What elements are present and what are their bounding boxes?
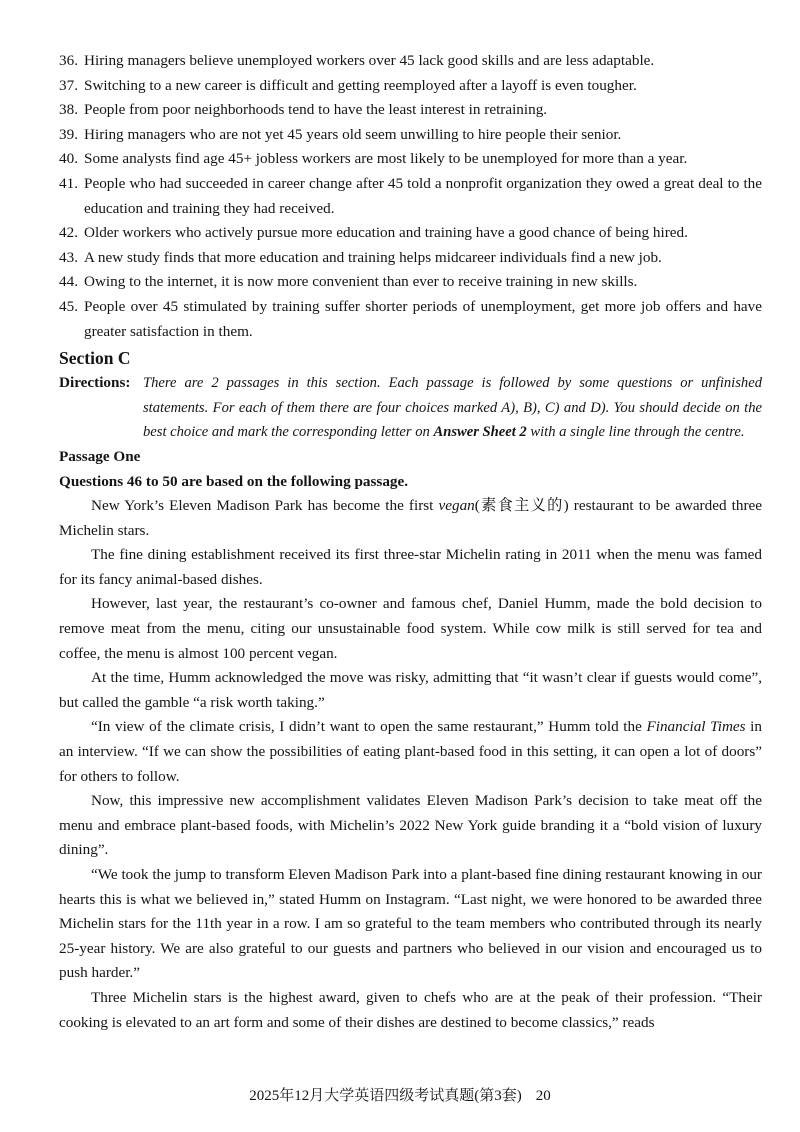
paragraph-text: restaurant to be awarded three Michelin stars.	[59, 497, 762, 539]
paragraph: Three Michelin stars is the highest award, given to chefs who are at the peak of their profession. “Their cooking is elevated to an art form and some of their dishes are destined to become classics,” reads	[59, 988, 762, 1031]
footer-title: 2025年12月大学英语四级考试真题(第3套)	[249, 1088, 522, 1104]
paragraph	[59, 494, 762, 543]
question-number: 44.	[59, 273, 78, 291]
section-heading: Section C	[59, 348, 131, 369]
question-item	[59, 221, 762, 246]
question-text: Hiring managers believe unemployed workers over 45 lack good skills and are less adaptable.	[84, 52, 655, 69]
question-item	[59, 295, 762, 344]
question-number: 45.	[59, 297, 78, 315]
paragraph: However, last year, the restaurant’s co-owner and famous chef, Daniel Humm, made the bold decision to remove meat from the menu, citing our unsustainable food system. While cow milk is still served for tea and coffee, the menu is almost 100 percent vegan.	[59, 595, 762, 662]
question-number: 36.	[59, 52, 78, 69]
directions-label: Directions:	[59, 374, 131, 392]
directions-text: There are 2 passages in this section. Each passage is followed by some questions or unfinished statements. For each of them there are four choices marked A), B), C) and D). You should decide on the best choice and mark the corresponding letter on	[143, 375, 762, 441]
paragraph-text: New York’s Eleven Madison Park has become the first	[91, 497, 439, 515]
paragraph	[59, 715, 762, 789]
question-text: Owing to the internet, it is now more convenient than ever to receive training in new skills.	[84, 273, 638, 291]
publication-name: Financial Times	[646, 718, 746, 736]
directions-text-end: with a single line through the centre.	[526, 424, 745, 441]
page-number: 20	[535, 1088, 551, 1104]
question-item	[59, 147, 762, 172]
paragraph: The fine dining establishment received its first three-star Michelin rating in 2011 when the menu was famed for its fancy animal-based dishes.	[59, 546, 762, 588]
question-text: People over 45 stimulated by training suffer shorter periods of unemployment, get more job offers and have greater satisfaction in them.	[84, 297, 762, 340]
question-item	[59, 74, 762, 99]
question-number: 37.	[59, 76, 78, 94]
question-text: Some analysts find age 45+ jobless workers are most likely to be unemployed for more than a year.	[84, 150, 688, 168]
vegan-term: vegan	[438, 497, 475, 515]
question-text: Switching to a new career is difficult and getting reemployed after a layoff is even tougher.	[84, 76, 637, 94]
question-text: A new study finds that more education and training helps midcareer individuals find a new job.	[84, 248, 662, 266]
question-item	[59, 172, 762, 221]
question-item	[59, 123, 762, 148]
questions-heading: Questions 46 to 50 are based on the following passage.	[59, 472, 409, 490]
page-content	[59, 49, 762, 1035]
passage-title: Passage One	[59, 447, 141, 465]
chinese-gloss: (素食主义的)	[474, 497, 569, 515]
page-footer	[0, 1084, 800, 1105]
answer-sheet-ref: Answer Sheet 2	[433, 424, 527, 441]
question-list	[59, 49, 762, 344]
question-number: 43.	[59, 248, 78, 266]
question-item	[59, 246, 762, 271]
question-item	[59, 49, 762, 74]
question-number: 41.	[59, 174, 78, 192]
question-text: Older workers who actively pursue more education and training have a good chance of being hired.	[84, 224, 688, 242]
question-number: 39.	[59, 125, 78, 143]
paragraph: At the time, Humm acknowledged the move was risky, admitting that “it wasn’t clear if guests would come”, but called the gamble “a risk worth taking.”	[59, 669, 762, 711]
question-text: People who had succeeded in career change after 45 told a nonprofit organization they owed a great deal to the education and training they had received.	[84, 174, 762, 217]
question-number: 40.	[59, 150, 78, 168]
question-number: 38.	[59, 101, 78, 119]
directions	[59, 371, 762, 445]
question-text: Hiring managers who are not yet 45 years old seem unwilling to hire people their senior.	[84, 125, 622, 143]
paragraph: Now, this impressive new accomplishment validates Eleven Madison Park’s decision to take meat off the menu and embrace plant-based foods, with Michelin’s 2022 New York guide branding it a “bold vision of luxury dining”.	[59, 792, 762, 859]
question-number: 42.	[59, 224, 78, 242]
question-item	[59, 98, 762, 123]
paragraph-text: “In view of the climate crisis, I didn’t want to open the same restaurant,” Humm told the	[91, 718, 647, 736]
question-text: People from poor neighborhoods tend to have the least interest in retraining.	[84, 101, 548, 119]
paragraph-text: in an interview. “If we can show the possibilities of eating plant-based food in this setting, it can open a lot of doors” for others to follow.	[59, 718, 762, 785]
paragraph: “We took the jump to transform Eleven Madison Park into a plant-based fine dining restaurant knowing in our hearts this is what we believed in,” stated Humm on Instagram. “Last night, we were honored to be awarded three Michelin stars for the 11th year in a row. I am so grateful to the team members who contributed through its nearly 25-year history. We are also grateful to our guests and partners who believed in our vision and encouraged us to push harder.”	[59, 866, 762, 982]
question-item	[59, 270, 762, 295]
